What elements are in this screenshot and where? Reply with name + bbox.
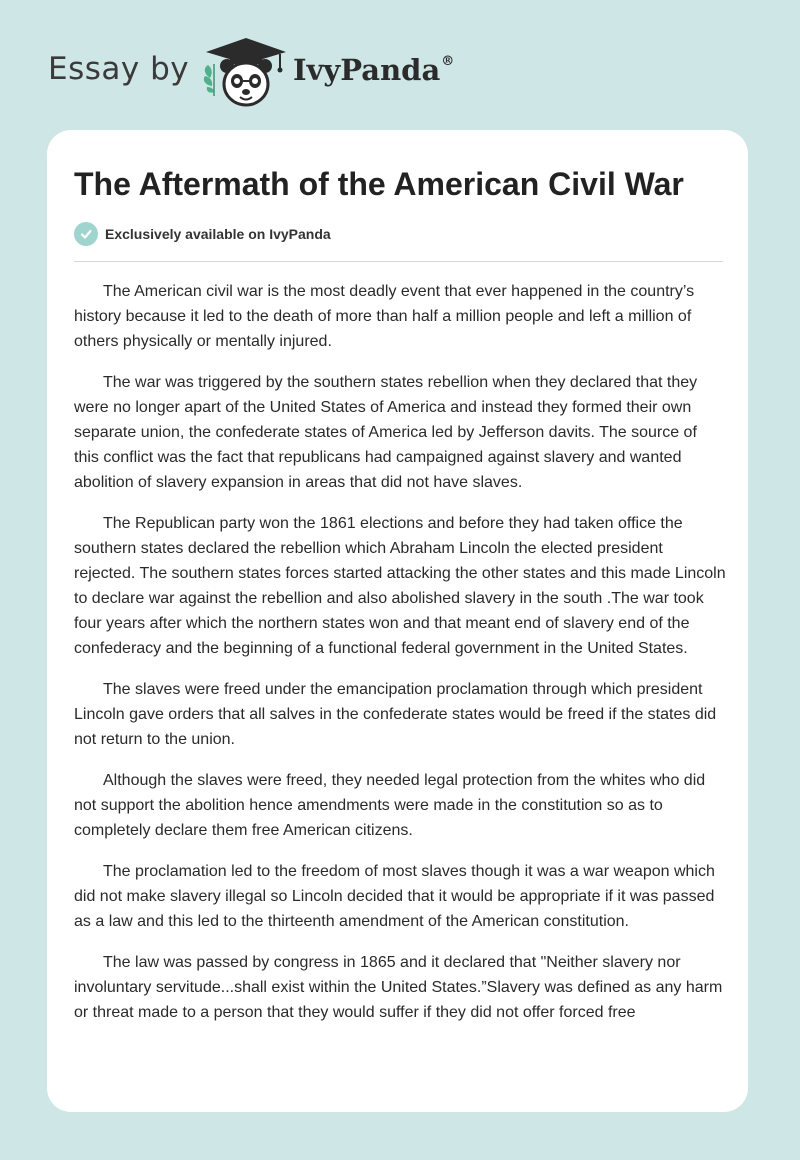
registered-mark: ® (441, 54, 455, 70)
essay-by-label: Essay by (48, 51, 190, 87)
brand-name[interactable] (293, 53, 454, 87)
paragraph: The war was triggered by the southern states rebellion when they declared that they were no longer apart of the United States of America and instead they formed their own separate union, the confederate states of America led by Jefferson davits. The source of this conflict was the fact that republicans had campaigned against slavery and wanted abolition of slavery expansion in areas that did not have slaves. (74, 374, 698, 491)
paragraph: The proclamation led to the freedom of most slaves though it was a war weapon which did not make slavery illegal so Lincoln decided that it would be appropriate if it was passed as a law and this led to the thirteenth amendment of the American constitution. (74, 863, 715, 930)
exclusive-badge (74, 222, 331, 246)
paragraph: Although the slaves were freed, they needed legal protection from the whites who did not support the abolition hence amendments were made in the constitution so as to completely declare them free American citizens. (74, 772, 706, 839)
brand-text: IvyPanda (293, 53, 441, 87)
site-header (0, 0, 800, 130)
paragraph: The slaves were freed under the emancipation proclamation through which president Lincoln gave orders that all salves in the confederate states would be freed if the states did not return to the union. (74, 681, 717, 748)
essay-title: The Aftermath of the American Civil War (74, 166, 684, 202)
check-icon (74, 222, 98, 246)
paragraph: The American civil war is the most deadly event that ever happened in the country’s history because it led to the death of more than half a million people and left a million of others physically or mentally injured. (74, 283, 695, 350)
essay-card (47, 130, 748, 1112)
ivy-leaf-icon (204, 64, 214, 96)
paragraph: The law was passed by congress in 1865 and it declared that "Neither slavery nor involuntary servitude...shall exist within the United States.”Slavery was defined as any harm or threat made to a person that they would suffer if they did not offer forced free (74, 954, 723, 1021)
panda-logo-icon[interactable] (200, 34, 292, 110)
essay-body (74, 279, 726, 1041)
exclusive-label: Exclusively available on IvyPanda (105, 226, 331, 242)
paragraph: The Republican party won the 1861 elections and before they had taken office the southern states declared the rebellion which Abraham Lincoln the elected president rejected. The southern states forces started attacking the other states and this made Lincoln to declare war against the rebellion and also abolished slavery in the south .The war took four years after which the northern states won and that meant end of slavery end of the confederacy and the beginning of a functional federal government in the United States. (74, 515, 726, 657)
divider (74, 261, 723, 262)
